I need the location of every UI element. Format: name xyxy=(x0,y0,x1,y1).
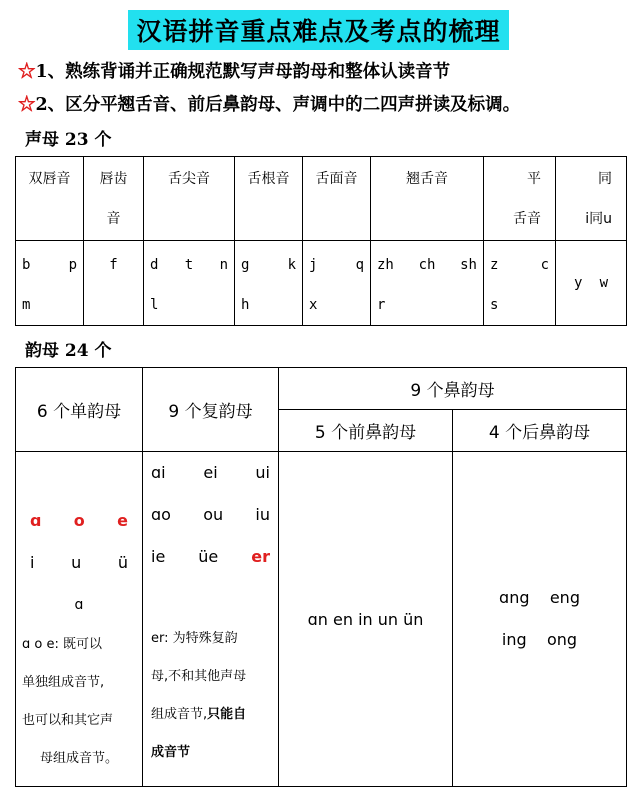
cell-shegen: g k h xyxy=(235,241,303,326)
header-shemian: 舌面音 xyxy=(303,157,371,241)
cell-compound-finals: ɑi ei ui ɑo ou iu ie üe er er: 为特殊复韵 母,不和其他声母 组成音节,只能自 成音节 xyxy=(143,452,279,787)
header-single-finals: 6 个单韵母 xyxy=(16,368,143,452)
header-front-nasal: 5 个前鼻韵母 xyxy=(279,410,453,452)
cell-shemian: j q x xyxy=(303,241,371,326)
cell-chunchi: f xyxy=(84,241,144,326)
cell-back-nasal: ɑng eng ing ong xyxy=(453,452,627,787)
initials-table xyxy=(15,156,627,326)
header-back-nasal: 4 个后鼻韵母 xyxy=(453,410,627,452)
cell-qiaoshe: zh ch sh r xyxy=(371,241,484,326)
header-compound-finals: 9 个复韵母 xyxy=(143,368,279,452)
star-icon: ☆ xyxy=(18,95,36,115)
point-1-text: 1、熟练背诵并正确规范默写声母韵母和整体认读音节 xyxy=(35,62,451,82)
finals-heading: 韵母 24 个 xyxy=(25,341,112,361)
cell-shejian: d t n l xyxy=(144,241,235,326)
star-icon: ☆ xyxy=(18,62,36,82)
point-1 xyxy=(18,58,450,83)
initials-heading: 声母 23 个 xyxy=(25,130,112,150)
cell-shuangchun: b p m xyxy=(16,241,84,326)
initials-header-row xyxy=(16,157,627,241)
initials-value-row xyxy=(16,241,627,326)
header-shuangchun: 双唇音 xyxy=(16,157,84,241)
header-pingshe: 平 舌音 xyxy=(484,157,556,241)
page-title: 汉语拼音重点难点及考点的梳理 xyxy=(128,10,508,50)
header-qiaoshe: 翘舌音 xyxy=(371,157,484,241)
cell-tong: y w xyxy=(556,241,627,326)
header-shegen: 舌根音 xyxy=(235,157,303,241)
finals-table xyxy=(15,367,627,787)
cell-front-nasal: ɑn en in un ün xyxy=(279,452,453,787)
header-shejian: 舌尖音 xyxy=(144,157,235,241)
header-tong: 同 i同u xyxy=(556,157,627,241)
header-chunchi: 唇齿 音 xyxy=(84,157,144,241)
cell-single-finals: ɑ o e i u ü ɑ ɑ o e: 既可以 单独组成音节, 也可以和其它声 母组成音节。 xyxy=(16,452,143,787)
cell-pingshe: z c s xyxy=(484,241,556,326)
point-2-text: 2、区分平翘舌音、前后鼻韵母、声调中的二四声拼读及标调。 xyxy=(35,95,521,115)
point-2 xyxy=(18,91,520,116)
header-nasal-finals: 9 个鼻韵母 xyxy=(279,368,627,410)
